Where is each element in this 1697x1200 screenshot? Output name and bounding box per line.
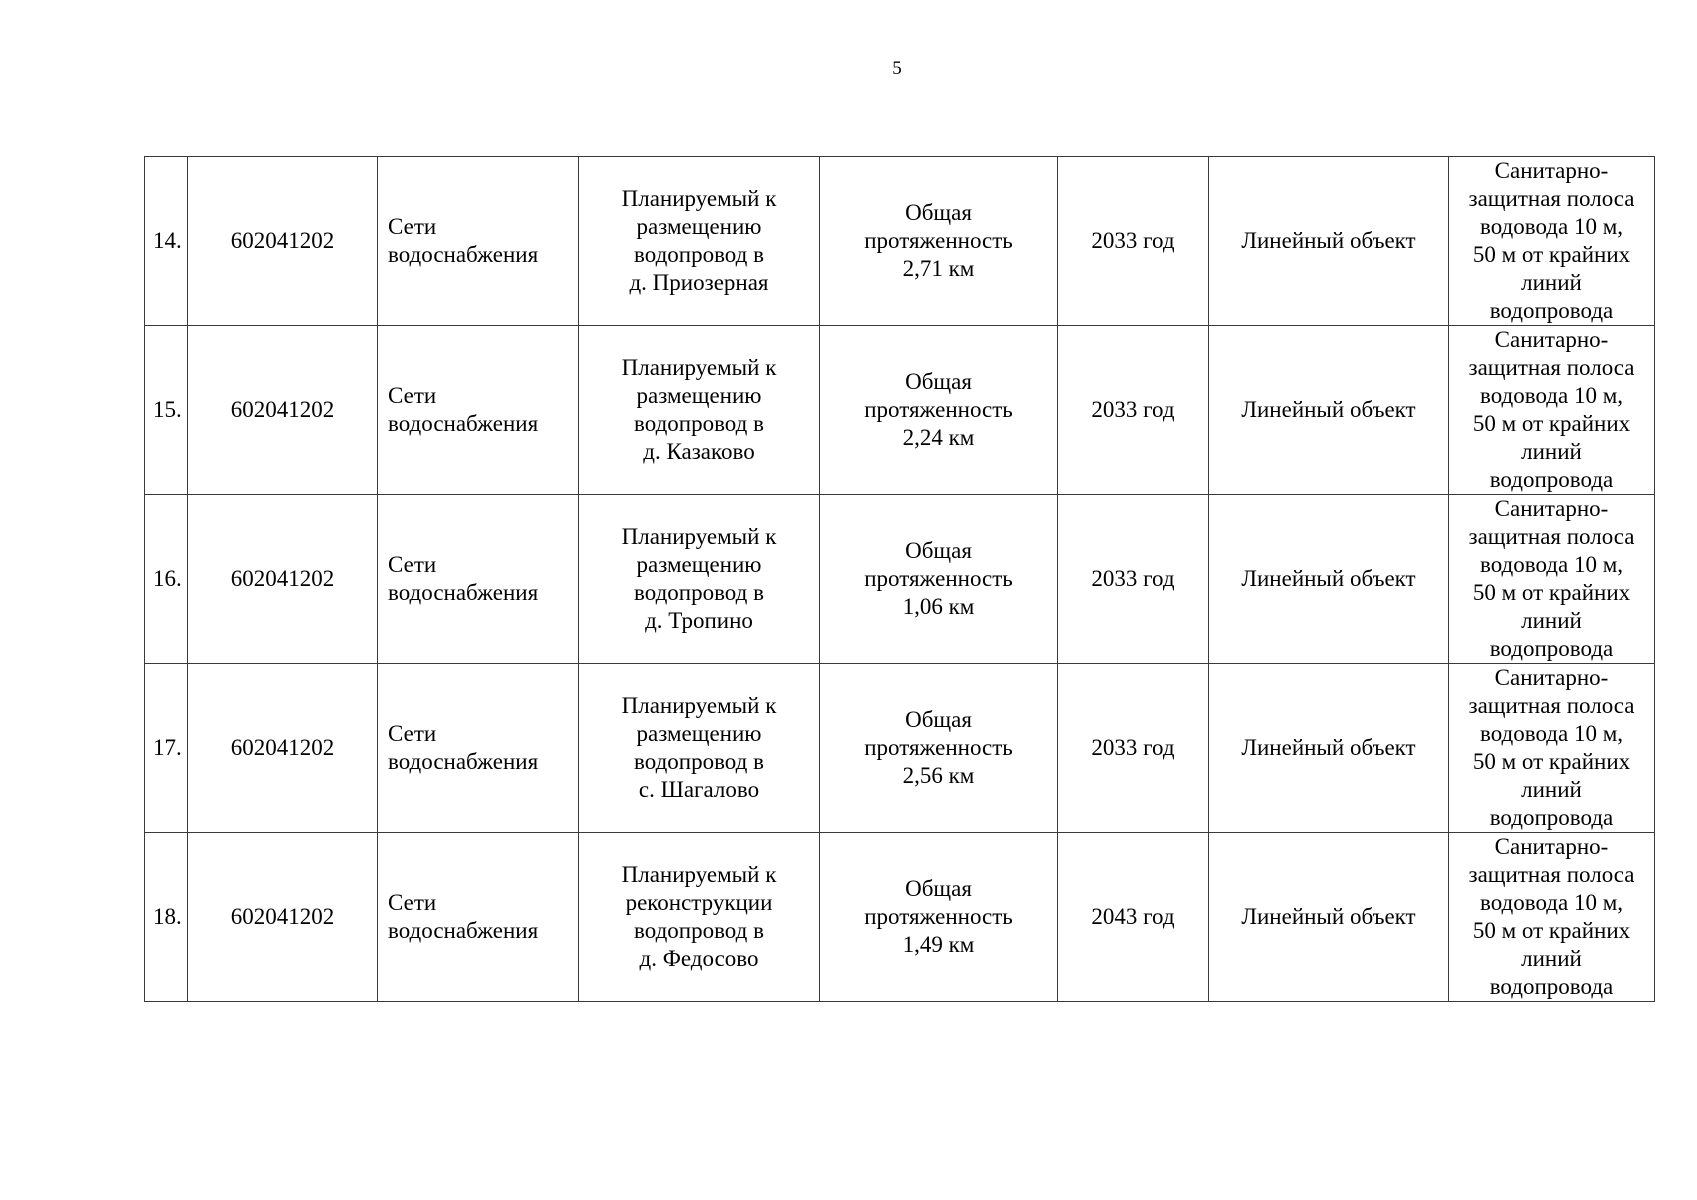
object-characteristics: Общая протяженность 2,56 км <box>820 664 1058 833</box>
object-code: 602041202 <box>188 833 378 1002</box>
table-row <box>145 157 1655 326</box>
object-location: Линейный объект <box>1209 326 1449 495</box>
protection-zone: Санитарно- защитная полоса водовода 10 м, 50 м от крайних линий водопровода <box>1449 495 1655 664</box>
protection-zone: Санитарно- защитная полоса водовода 10 м, 50 м от крайних линий водопровода <box>1449 833 1655 1002</box>
implementation-year: 2033 год <box>1058 326 1209 495</box>
object-code: 602041202 <box>188 495 378 664</box>
implementation-year: 2033 год <box>1058 495 1209 664</box>
protection-zone: Санитарно- защитная полоса водовода 10 м, 50 м от крайних линий водопровода <box>1449 664 1655 833</box>
object-type: Сети водоснабжения <box>378 664 579 833</box>
object-location: Линейный объект <box>1209 495 1449 664</box>
table-row <box>145 664 1655 833</box>
row-number: 16. <box>145 495 188 664</box>
implementation-year: 2033 год <box>1058 664 1209 833</box>
protection-zone: Санитарно- защитная полоса водовода 10 м, 50 м от крайних линий водопровода <box>1449 326 1655 495</box>
row-number: 18. <box>145 833 188 1002</box>
table-row <box>145 326 1655 495</box>
protection-zone: Санитарно- защитная полоса водовода 10 м, 50 м от крайних линий водопровода <box>1449 157 1655 326</box>
table-row <box>145 495 1655 664</box>
object-location: Линейный объект <box>1209 157 1449 326</box>
table-row <box>145 833 1655 1002</box>
implementation-year: 2043 год <box>1058 833 1209 1002</box>
object-description: Планируемый к размещению водопровод в д. Тропино <box>579 495 820 664</box>
object-description: Планируемый к размещению водопровод в с. Шагалово <box>579 664 820 833</box>
object-description: Планируемый к размещению водопровод в д. Приозерная <box>579 157 820 326</box>
object-type: Сети водоснабжения <box>378 833 579 1002</box>
page-number: 5 <box>892 58 902 79</box>
object-description: Планируемый к реконструкции водопровод в д. Федосово <box>579 833 820 1002</box>
implementation-year: 2033 год <box>1058 157 1209 326</box>
row-number: 17. <box>145 664 188 833</box>
object-characteristics: Общая протяженность 1,49 км <box>820 833 1058 1002</box>
object-type: Сети водоснабжения <box>378 495 579 664</box>
object-type: Сети водоснабжения <box>378 326 579 495</box>
object-location: Линейный объект <box>1209 833 1449 1002</box>
planned-objects-table <box>144 156 1655 1002</box>
object-characteristics: Общая протяженность 2,24 км <box>820 326 1058 495</box>
object-location: Линейный объект <box>1209 664 1449 833</box>
row-number: 14. <box>145 157 188 326</box>
object-characteristics: Общая протяженность 2,71 км <box>820 157 1058 326</box>
object-code: 602041202 <box>188 664 378 833</box>
object-code: 602041202 <box>188 326 378 495</box>
object-code: 602041202 <box>188 157 378 326</box>
object-description: Планируемый к размещению водопровод в д. Казаково <box>579 326 820 495</box>
object-characteristics: Общая протяженность 1,06 км <box>820 495 1058 664</box>
row-number: 15. <box>145 326 188 495</box>
object-type: Сети водоснабжения <box>378 157 579 326</box>
